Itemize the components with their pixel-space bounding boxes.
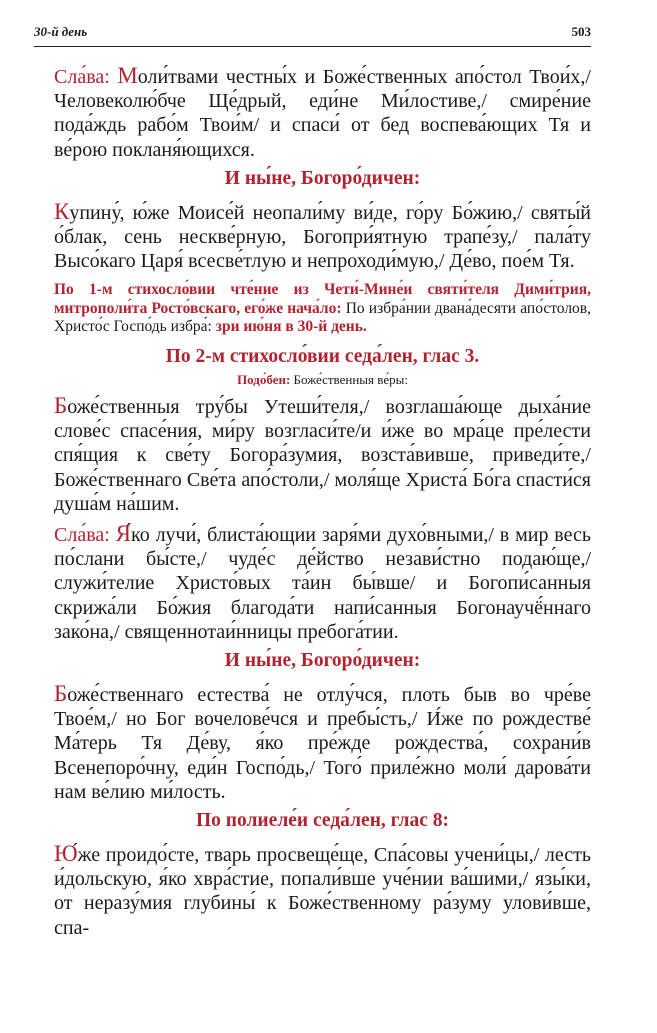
drop-initial: Я xyxy=(115,521,132,547)
reading-rubric xyxy=(54,281,591,336)
paragraph-text: оже́ственныя тру́бы Утеши́теля,/ возглаша́юще дыха́ние слове́с спасе́ния, ми́ру возгласи́те/и и́же во мра́це пре́лести спя́щия к све́ту Богора́зумия, возста́вивше, приведи́те,/ Боже́ственнаго Све́та апо́столи,/ моля́ще Христа́ Бо́га спасти́ся душа́м на́шим. xyxy=(54,396,591,515)
running-title: 30-й день xyxy=(34,24,88,39)
podoben-text: Боже́ственныя ве́ры: xyxy=(293,372,408,388)
drop-initial: Ю xyxy=(54,841,78,867)
podoben-line xyxy=(54,372,591,388)
page-body xyxy=(54,64,591,946)
rubric-red-text: По 1-м стихосло́вии чте́ние из Чети́-Мине́и святи́теля Дими́трия, митрополи́та Росто́вскаго, его́же нача́ло: xyxy=(54,281,591,317)
rubric-red-text: зри ию́ня в 30-й день. xyxy=(215,317,367,335)
paragraph-text: ́ко лучи́, блиста́ющии заря́ми духо́вными,/ в мир весь по́слани бы́сте,/ чуде́с де́йство незави́стно подаю́ще,/ служи́телие Христо́вых та́ин бы́вше/ и Богопи́санныя скрижа́ли Бо́жия благода́ти напи́санныя Богонаучё́ннаго зако́на,/ священнотаи́нницы пребога́тии. xyxy=(54,524,592,643)
sedalen-paragraph xyxy=(54,394,591,516)
rubric-black-text: По избра́нии двана́десяти апо́столов, Христо́с Госпо́дь избра́: xyxy=(54,299,591,335)
section-heading: По 2-м стихосло́вии седа́лен, глас 3. xyxy=(165,346,480,368)
drop-initial: Б xyxy=(54,393,68,419)
paragraph-text: оли́твами честны́х и Боже́ственных апо́стол Твои́х,/ Человеколю́бче Ще́дрый, еди́не Ми́лостиве,/ смире́ние пода́ждь рабо́м Твои́м/ и спаси́ от бед воспева́ющих Тя и ве́рою покланя́ющихся. xyxy=(54,66,591,161)
polyeleos-paragraph xyxy=(54,842,591,940)
podoben-label: Подо́бен: xyxy=(237,372,291,388)
paragraph-text: оже́ственнаго естества́ не отлу́чся, плоть быв во чре́ве Твое́м,/ но Бог вочелове́чся и пребы́сть,/ И́же по рождестве́ Ма́терь Тя Де́ву, я́ко пре́жде рождества́, сохрани́в Всенепоро́чну, еди́н Госпо́дь,/ Того́ приле́жно моли́ дарова́ти нам ве́лию ми́лость. xyxy=(54,684,591,803)
header-rule xyxy=(34,46,591,47)
theotokion-paragraph-2 xyxy=(54,682,591,804)
drop-initial: М xyxy=(117,63,138,88)
page-header xyxy=(34,24,591,40)
section-heading: И ны́не, Богоро́дичен: xyxy=(224,167,421,189)
slava-paragraph-1 xyxy=(54,64,591,162)
section-heading: По полиеле́и седа́лен, глас 8: xyxy=(195,810,450,832)
paragraph-text: упину́, ю́же Моисе́й неопали́му ви́де, го́ру Бо́жию,/ святы́й о́блак, сень нескве́рную, Богопри́ятную трапе́зу,/ пала́ту Высо́каго Царя́ всесве́тлую и непроходи́мую,/ Де́во, пое́м Тя. xyxy=(54,201,591,273)
theotokion-paragraph-1 xyxy=(54,200,591,274)
slava-label: Сла́ва: xyxy=(54,524,110,547)
slava-paragraph-2 xyxy=(54,522,591,644)
section-heading: И ны́не, Богоро́дичен: xyxy=(224,650,421,672)
paragraph-text: ́же проидо́сте, тварь просвеще́ще, Спа́совы учени́цы,/ лесть и́дольскую, я́ко хвра́стие, попали́вше уче́нии ва́шими,/ язы́ки, от неразу́мия глубины́ к Боже́ственному ра́зуму улови́вше, спа- xyxy=(54,844,591,939)
slava-label: Сла́ва: xyxy=(54,66,110,88)
drop-initial: К xyxy=(54,198,70,224)
drop-initial: Б xyxy=(54,681,68,707)
page-number: 503 xyxy=(571,24,591,39)
